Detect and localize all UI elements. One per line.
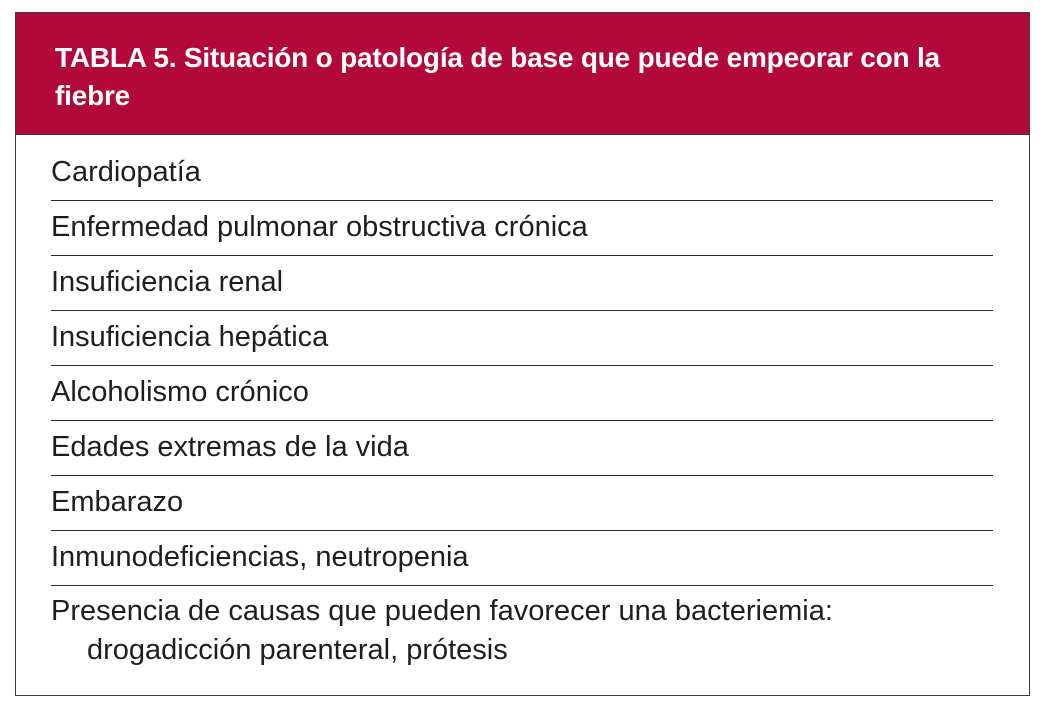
table-row: [51, 201, 993, 256]
table-row: [51, 135, 993, 201]
row-label: Insuficiencia hepática: [51, 321, 329, 353]
table-frame: [15, 12, 1030, 696]
row-label: Insuficiencia renal: [51, 266, 284, 298]
table-header: [16, 13, 1029, 135]
row-label: Inmunodeficiencias, neutropenia: [51, 541, 469, 573]
table-row: [51, 476, 993, 531]
table-row: [51, 531, 993, 586]
row-label: Alcoholismo crónico: [51, 376, 309, 408]
table-row: [51, 256, 993, 311]
table-row: [51, 586, 993, 670]
table-title: TABLA 5. Situación o patología de base que puede empeorar con la fiebre: [55, 42, 940, 111]
row-label: Cardiopatía: [51, 156, 201, 188]
table-row: [51, 311, 993, 366]
table-body: [16, 135, 1029, 670]
table-row: [51, 366, 993, 421]
row-label: Embarazo: [51, 486, 184, 518]
row-label: Edades extremas de la vida: [51, 431, 409, 463]
table-row: [51, 421, 993, 476]
row-label: Enfermedad pulmonar obstructiva crónica: [51, 211, 588, 243]
row-label: Presencia de causas que pueden favorecer una bacteriemia: drogadicción parenteral, prótesis: [51, 595, 833, 666]
